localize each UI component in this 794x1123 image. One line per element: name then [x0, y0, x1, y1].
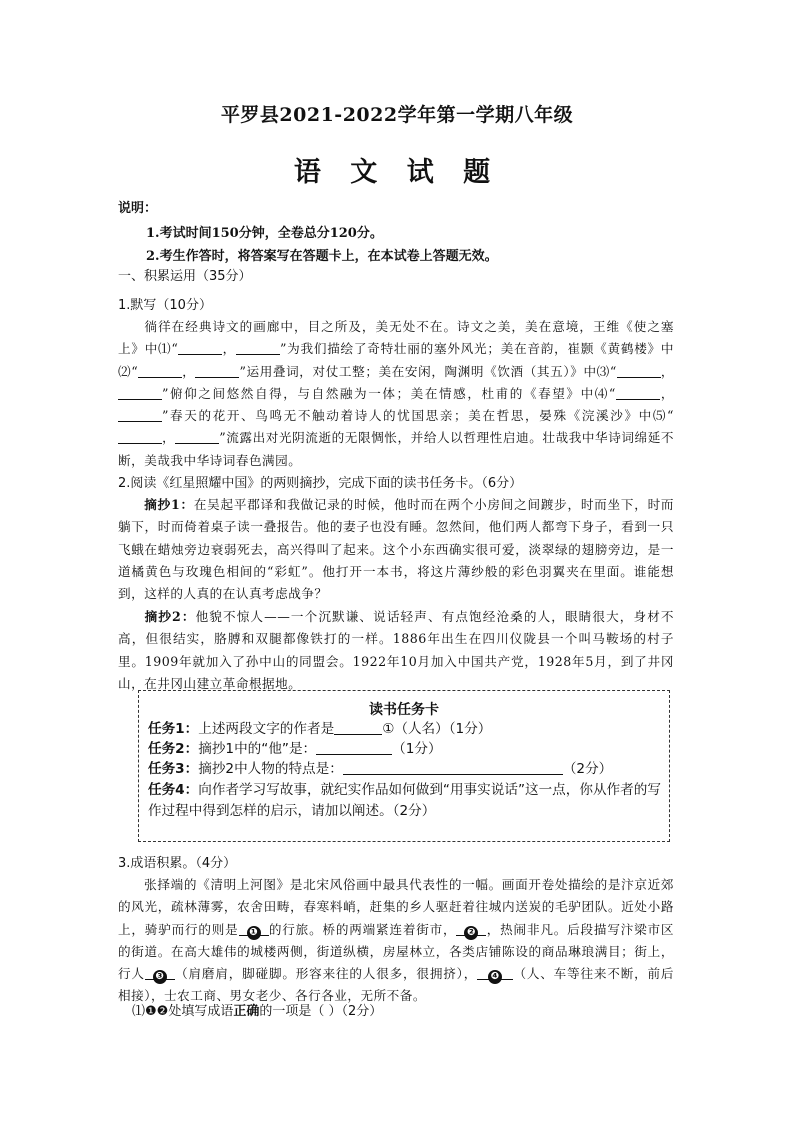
- answer-blank[interactable]: [145, 965, 175, 983]
- answer-blank[interactable]: [195, 363, 239, 378]
- q3-subquestion-1: ⑴❶❷处填写成语正确的一项是（ ）（2分）: [132, 1004, 383, 1019]
- instruction-item-2: 2.考生作答时，将答案写在答题卡上，在本试卷上答题无效。: [146, 249, 498, 264]
- excerpt-2-text: 他貌不惊人——一个沉默谦、说话轻声、有点饱经沧桑的人，眼睛很大，身材不高，但很结实，胳膊和双腿都像铁打的一样。1886年出生在四川仪陇县一个叫马鞍场的村子里。1909年就加入了孙中山的同盟会。1922年10月加入中国共产党，1928年5月，到了井冈山，在井冈山建立革命根据地。: [118, 609, 674, 691]
- excerpt-2: [118, 606, 674, 695]
- marker-4: ❹: [488, 970, 502, 984]
- excerpt-1-label: 摘抄1：: [144, 497, 194, 512]
- exam-title-line1: 平罗县2021-2022学年第一学期八年级: [220, 104, 574, 126]
- answer-blank[interactable]: [616, 385, 660, 400]
- task-1: 任务1：上述两段文字的作者是 ①（人名）（1分）: [148, 721, 492, 737]
- marker-3: ❸: [153, 970, 167, 984]
- answer-blank[interactable]: [118, 385, 162, 400]
- q1-heading: 1.默写（10分）: [118, 298, 212, 313]
- answer-blank[interactable]: [118, 407, 162, 422]
- task-2: 任务2：摘抄1中的“他”是： （1分）: [148, 741, 442, 757]
- answer-blank[interactable]: [118, 429, 162, 444]
- marker-2: ❷: [464, 926, 478, 940]
- answer-blank[interactable]: [456, 921, 486, 936]
- task-3: 任务3：摘抄2中人物的特点是： （2分）: [148, 761, 613, 777]
- q3-paragraph: 张择端的《清明上河图》是北宋风俗画中最具代表性的一幅。画面开卷处描绘的是汴京近郊的风光，疏林薄雾，农舍田畴，春寒料峭，赶集的乡人驱赶着往城内送炭的毛驴团队。近处小路上，骑驴而行的则是 ❶ 的行旅。桥的两端紧连着街市， ❷ ，热闹非凡。后段描写汴梁市区的街道。在高大雄伟的城楼两侧，街道纵横，房屋林立，各类店铺陈设的商品琳琅满目；街上，行人 ❸ （肩磨肩，脚碰脚。形容来往的人很多，很拥挤）， ❹ （人、车等往来不断，前后相接），士农工商、男女老少、各行各业，无所不备。: [118, 877, 675, 1004]
- answer-blank[interactable]: [617, 363, 661, 378]
- answer-blank[interactable]: [178, 340, 222, 355]
- card-title: 读书任务卡: [369, 702, 439, 718]
- exam-title-line2: 语 文 试 题: [293, 157, 501, 188]
- answer-blank[interactable]: [477, 965, 513, 983]
- marker-1: ❶: [247, 926, 261, 940]
- answer-blank[interactable]: [138, 363, 182, 378]
- instruction-item-1: 1.考试时间150分钟，全卷总分120分。: [146, 226, 383, 241]
- reading-task-card: [138, 690, 670, 842]
- answer-blank[interactable]: [316, 740, 392, 755]
- section1-heading: 一、积累运用（35分）: [118, 269, 252, 284]
- instructions-label: 说明：: [118, 201, 158, 216]
- excerpt-1-text: 在吴起平郡译和我做记录的时候，他时而在两个小房间之间踱步，时而坐下，时而躺下，时而倚着桌子读一叠报告。他的妻子也没有睡。忽然间，他们两人都弯下身子，看到一只飞蛾在蜡烛旁边衰弱死去，高兴得叫了起来。这个小东西确实很可爱，淡翠绿的翅膀旁边，是一道橘黄色与玫瑰色相间的“彩虹”。他打开一本书，将这片薄纱般的彩色羽翼夹在里面。谁能想到，这样的人真的在认真考虑战争？: [118, 497, 675, 602]
- q2-heading: 2.阅读《红星照耀中国》的两则摘抄，完成下面的读书任务卡。（6分）: [118, 476, 523, 491]
- answer-blank[interactable]: [236, 340, 280, 355]
- q1-paragraph: 徜徉在经典诗文的画廊中，目之所及，美无处不在。诗文之美，美在意境，王维《使之塞上》中⑴“ ， ”为我们描绘了奇特壮丽的塞外风光；美在音韵，崔颢《黄鹤楼》中⑵“ ， ”运用叠词，对仗工整；美在安闲，陶渊明《饮酒（其五）》中⑶“ ，”俯仰之间悠然自得，与自然融为一体；美在情感，杜甫的《春望》中⑷“ ，”春天的花开、鸟鸣无不触动着诗人的忧国思亲；美在哲思，晏殊《浣溪沙》中⑸“， ”流露出对光阴流逝的无限惆怅，并给人以哲理性启迪。壮哉我中华诗词绵延不断，美哉我中华诗词春色满园。: [118, 319, 675, 468]
- answer-blank[interactable]: [239, 921, 269, 936]
- task-4: 任务4：向作者学习写故事，就纪实作品如何做到“用事实说话”这一点，你从作者的写作过程中得到怎样的启示，请加以阐述。（2分）: [148, 782, 661, 819]
- q3-heading: 3.成语积累。（4分）: [118, 856, 237, 871]
- answer-blank[interactable]: [343, 760, 563, 775]
- answer-blank[interactable]: [334, 720, 382, 735]
- answer-blank[interactable]: [175, 429, 219, 444]
- excerpt-2-label: 摘抄2：: [144, 609, 196, 624]
- excerpt-1: [118, 494, 674, 605]
